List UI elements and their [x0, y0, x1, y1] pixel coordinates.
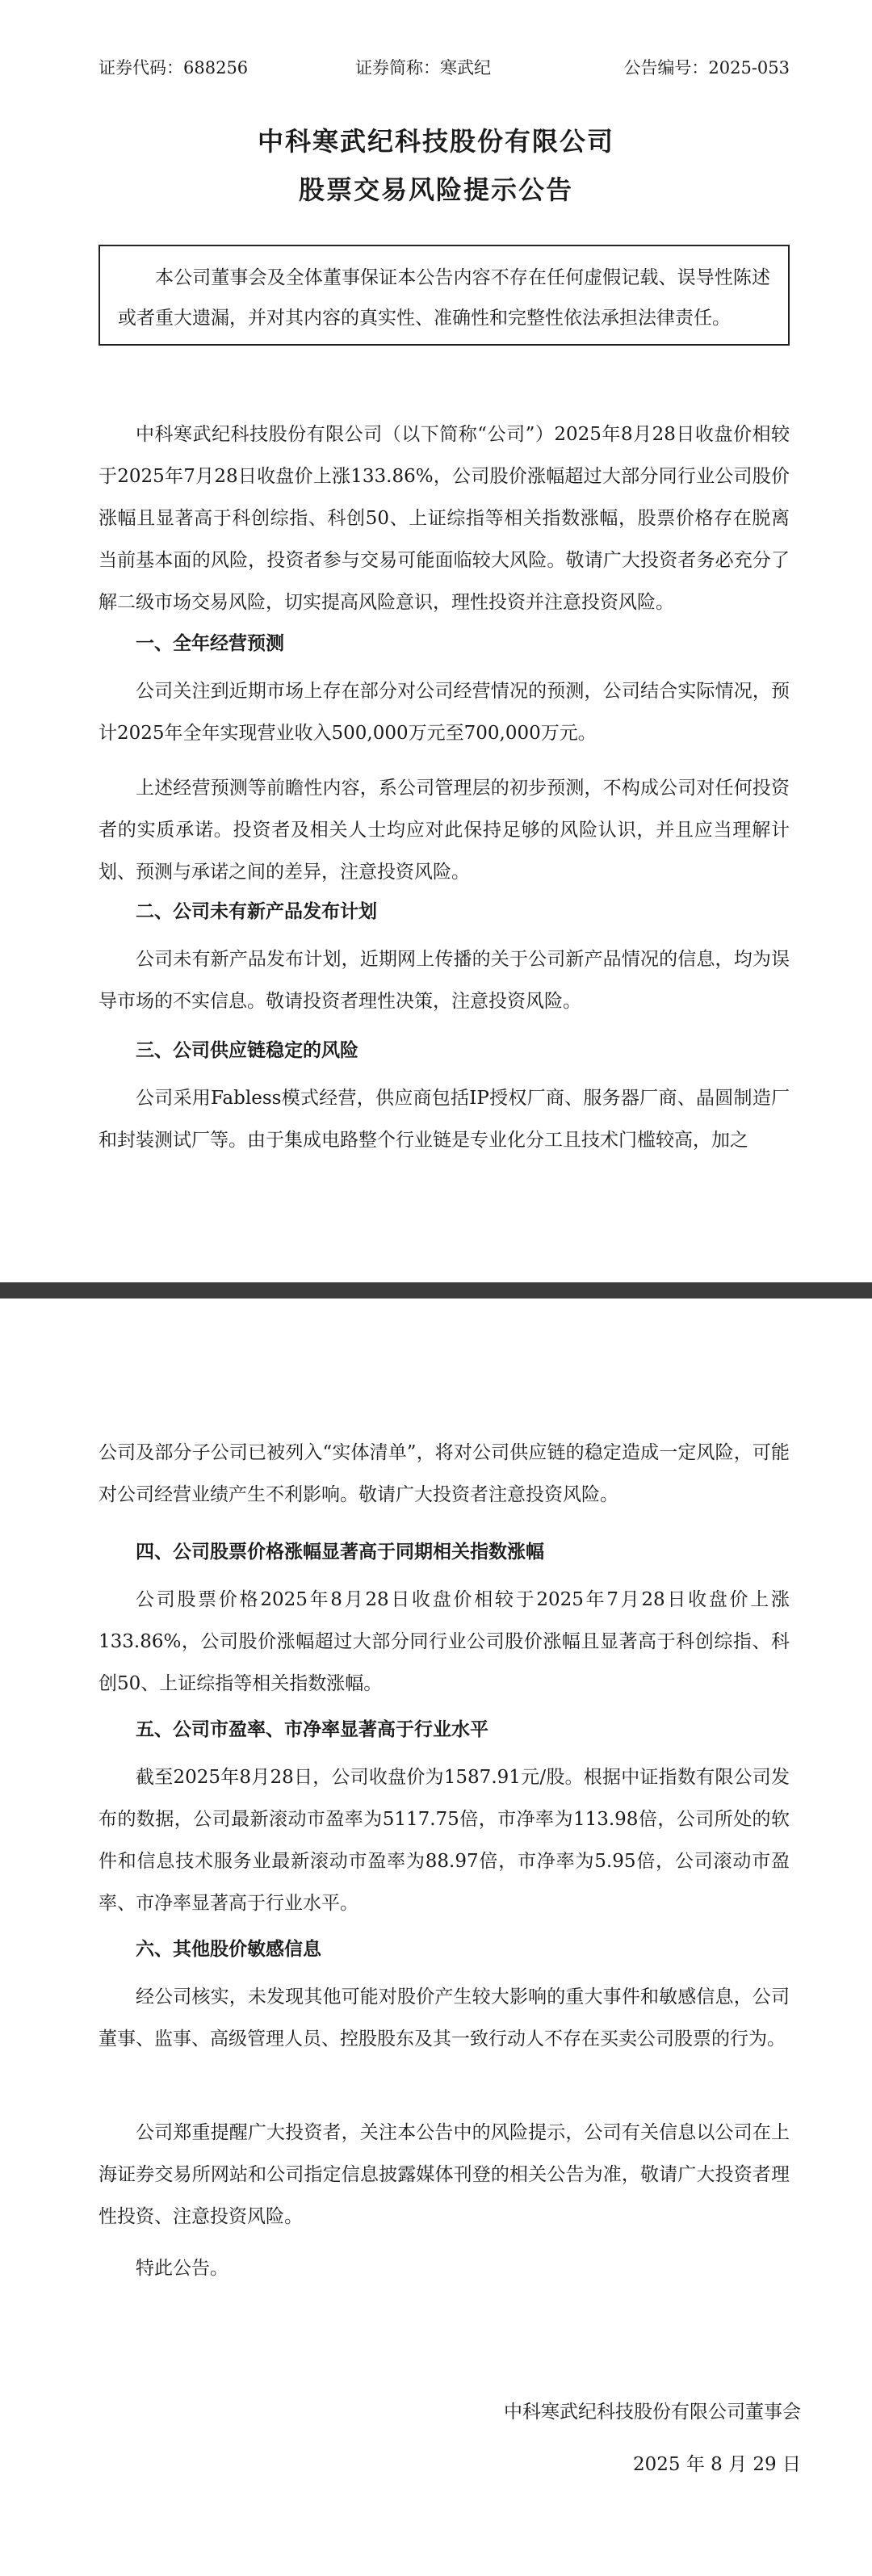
document-header	[99, 55, 790, 79]
section-5-paragraph-1: 截至2025年8月28日，公司收盘价为1587.91元/股。根据中证指数有限公司发布的数据，公司最新滚动市盈率为5117.75倍，市净率为113.98倍，公司所处的软件和信息技术服务业最新滚动市盈率为88.97倍，市净率为5.95倍，公司滚动市盈率、市净率显著高于行业水平。	[99, 1767, 790, 1914]
section-3-paragraph-1: 公司采用Fabless模式经营，供应商包括IP授权厂商、服务器厂商、晶圆制造厂和封装测试厂等。由于集成电路整个行业链是专业化分工且技术门槛较高，加之	[99, 1088, 790, 1151]
page-separator	[0, 1282, 872, 1298]
section-heading-2: 二、公司未有新产品发布计划	[136, 901, 377, 922]
signature-company: 中科寒武纪科技股份有限公司董事会	[504, 2402, 801, 2423]
intro-paragraph: 中科寒武纪科技股份有限公司（以下简称“公司”）2025年8月28日收盘价相较于2025年7月28日收盘价上涨133.86%，公司股价涨幅超过大部分同行业公司股价涨幅且显著高于科创综指、科创50、上证综指等相关指数涨幅，股票价格存在脱离当前基本面的风险，投资者参与交易可能面临较大风险。敬请广大投资者务必充分了解二级市场交易风险，切实提高风险意识，理性投资并注意投资风险。	[99, 424, 790, 613]
signature-date: 2025 年 8 月 29 日	[633, 2454, 801, 2475]
section-heading-4: 四、公司股票价格涨幅显著高于同期相关指数涨幅	[136, 1542, 544, 1563]
document-title: 股票交易风险提示公告	[298, 174, 573, 205]
document-page-1	[0, 0, 872, 1282]
section-heading-1: 一、全年经营预测	[136, 633, 284, 654]
section-6-paragraph-1: 经公司核实，未发现其他可能对股价产生较大影响的重大事件和敏感信息，公司董事、监事、高级管理人员、控股股东及其一致行动人不存在买卖公司股票的行为。	[99, 1987, 790, 2049]
document-page-2	[0, 1298, 872, 2576]
section-3-paragraph-continued: 公司及部分子公司已被列入“实体清单”，将对公司供应链的稳定造成一定风险，可能对公司经营业绩产生不利影响。敬请广大投资者注意投资风险。	[99, 1442, 790, 1505]
section-heading-5: 五、公司市盈率、市净率显著高于行业水平	[136, 1719, 488, 1740]
section-4-paragraph-1: 公司股票价格2025年8月28日收盘价相较于2025年7月28日收盘价上涨133.86%，公司股价涨幅超过大部分同行业公司股价涨幅且显著高于科创综指、科创50、上证综指等相关指数涨幅。	[99, 1589, 790, 1694]
closing-reminder-paragraph: 公司郑重提醒广大投资者，关注本公告中的风险提示，公司有关信息以公司在上海证券交易所网站和公司指定信息披露媒体刊登的相关公告为准，敬请广大投资者理性投资、注意投资风险。	[99, 2122, 790, 2227]
stock-code: 证券代码：688256	[99, 58, 249, 78]
stock-abbreviation: 证券简称：寒武纪	[355, 58, 491, 78]
board-guarantee-box: 本公司董事会及全体董事保证本公告内容不存在任何虚假记载、误导性陈述或者重大遗漏，并对其内容的真实性、准确性和完整性依法承担法律责任。	[99, 245, 790, 346]
notice-number: 公告编号：2025-053	[623, 58, 790, 78]
closing-statement: 特此公告。	[136, 2258, 228, 2279]
section-heading-3: 三、公司供应链稳定的风险	[136, 1040, 358, 1061]
section-1-paragraph-1: 公司关注到近期市场上存在部分对公司经营情况的预测，公司结合实际情况，预计2025年全年实现营业收入500,000万元至700,000万元。	[99, 681, 790, 744]
company-title: 中科寒武纪科技股份有限公司	[257, 126, 614, 157]
section-heading-6: 六、其他股价敏感信息	[136, 1939, 321, 1960]
section-2-paragraph-1: 公司未有新产品发布计划，近期网上传播的关于公司新产品情况的信息，均为误导市场的不实信息。敬请投资者理性决策，注意投资风险。	[99, 949, 790, 1012]
section-1-paragraph-2: 上述经营预测等前瞻性内容，系公司管理层的初步预测，不构成公司对任何投资者的实质承诺。投资者及相关人士均应对此保持足够的风险认识，并且应当理解计划、预测与承诺之间的差异，注意投资风险。	[99, 778, 790, 883]
